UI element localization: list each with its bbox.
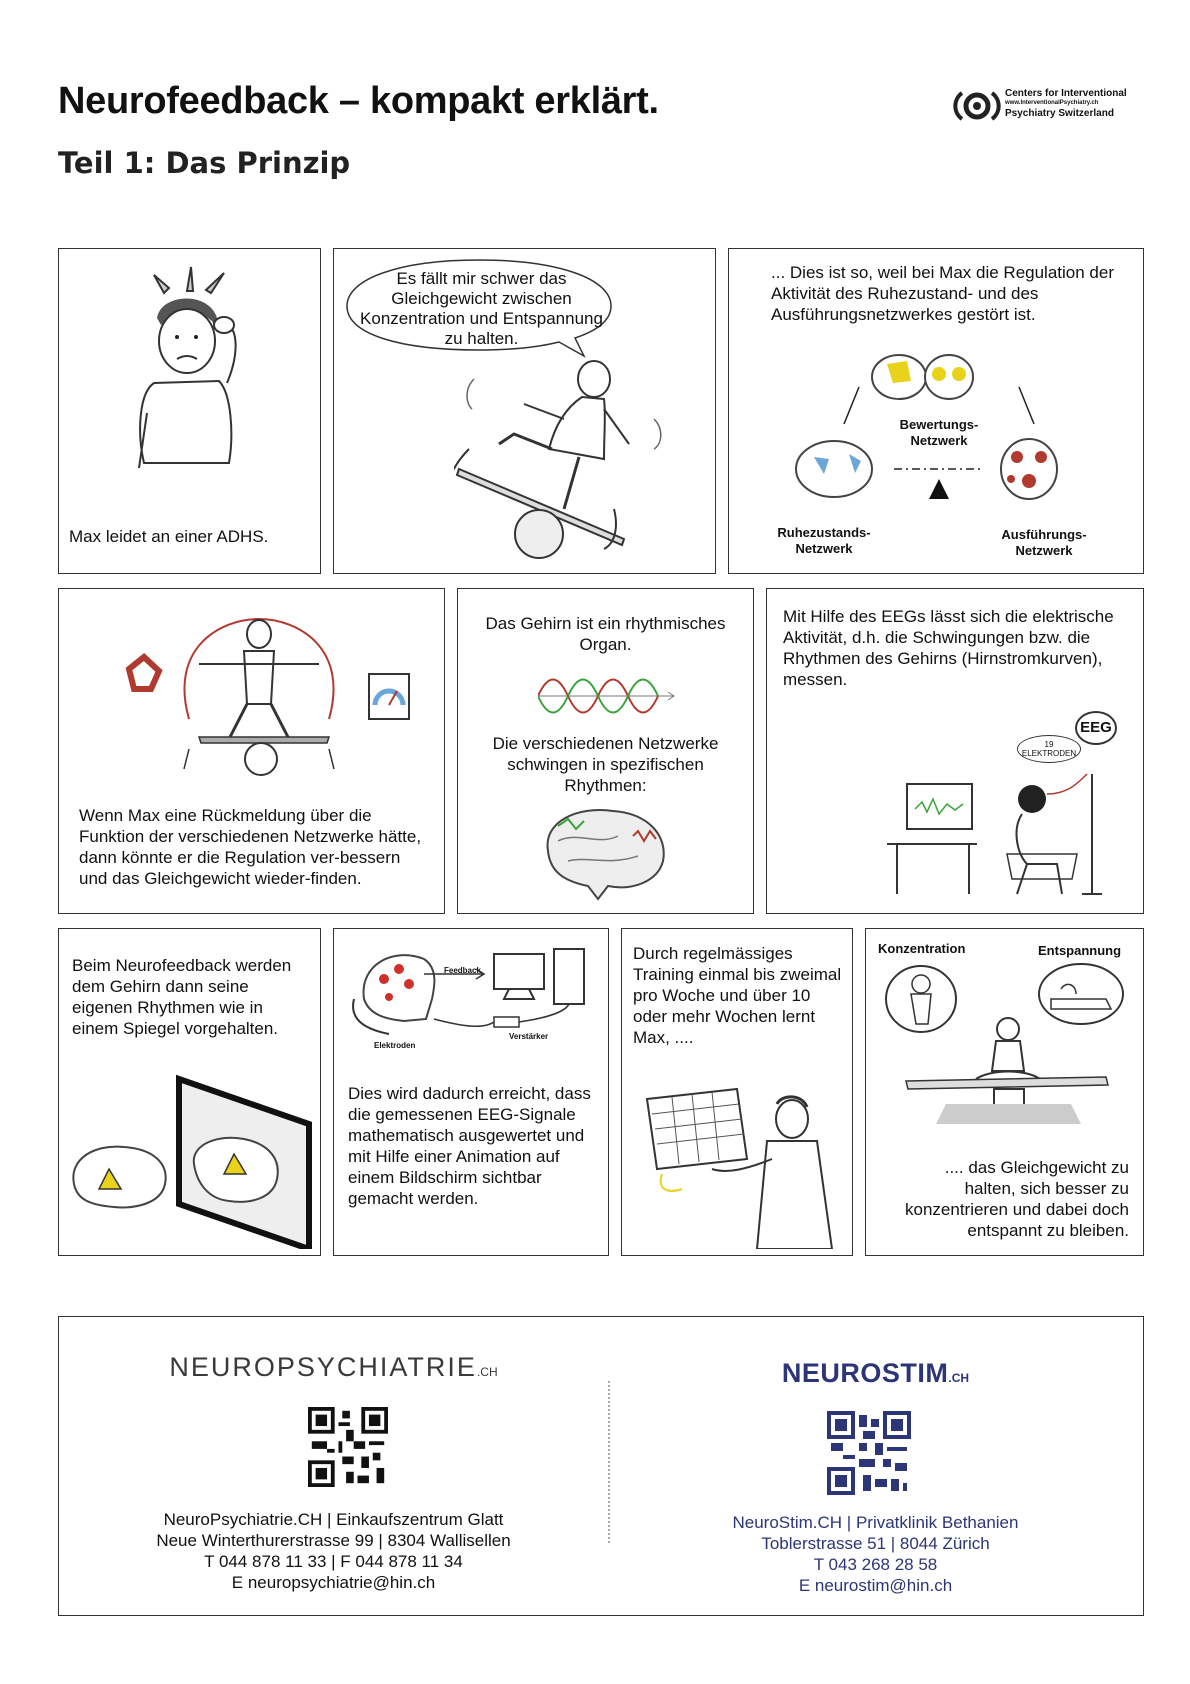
panel-balance xyxy=(333,248,716,574)
neuropsychiatrie-email[interactable]: E neuropsychiatrie@hin.ch xyxy=(231,1573,436,1592)
neurostim-email[interactable]: E neurostim@hin.ch xyxy=(798,1576,953,1595)
balancing-man-illustration xyxy=(454,349,714,569)
neurostim-address xyxy=(608,1512,1143,1596)
label-elektroden: Elektroden xyxy=(374,1041,416,1050)
eeg-bubble-label: EEG xyxy=(1075,711,1117,745)
neurostim-brand-name: NEUROSTIM xyxy=(781,1358,949,1388)
neurostim-line1: NeuroStim.CH | Privatklinik Bethanien xyxy=(732,1513,1019,1532)
rhythm-text-2: Die verschiedenen Netzwerke schwingen in spezifischen Rhythmen: xyxy=(492,734,719,795)
panel-adhs-caption: Max leidet an einer ADHS. xyxy=(69,527,269,546)
balance-feedback-illustration xyxy=(89,609,419,784)
meditation-balance-illustration xyxy=(876,959,1136,1129)
brain-rhythm-illustration xyxy=(538,801,678,901)
neuropsychiatrie-line2: Neue Winterthurerstrasse 99 | 8304 Wallisellen xyxy=(156,1531,511,1550)
label-ausfuehrungs-netzwerk: Ausführungs- Netzwerk xyxy=(1001,527,1087,558)
networks-explanation-text: ... Dies ist so, weil bei Max die Regulation der Aktivität des Ruhezustand- und des Ausführungsnetzwerkes gestört ist. xyxy=(771,263,1114,324)
confused-boy-illustration xyxy=(99,263,269,473)
calendar-doctor-illustration xyxy=(637,1079,847,1249)
setup-explanation-text: Dies wird dadurch erreicht, dass die gemessenen EEG-Signale mathematisch ausgewertet und mit Hilfe einer Animation auf einem Bildschirm sichtbar gemacht werden. xyxy=(348,1084,591,1208)
panel-outcome xyxy=(865,928,1144,1256)
training-text: Durch regelmässiges Training einmal bis zweimal pro Woche und über 10 oder mehr Wochen lernt Max, .... xyxy=(633,944,842,1047)
label-bewertungs-netzwerk: Bewertungs- Netzwerk xyxy=(899,417,979,448)
label-konzentration: Konzentration xyxy=(878,941,966,956)
neurostim-phone: T 043 268 28 58 xyxy=(813,1555,938,1574)
neurostim-line2: Toblerstrasse 51 | 8044 Zürich xyxy=(761,1534,990,1553)
label-verstaerker: Verstärker xyxy=(509,1032,549,1041)
logo-line2: www.InterventionalPsychiatry.ch xyxy=(1005,100,1099,106)
page-subtitle: Teil 1: Das Prinzip xyxy=(58,146,351,180)
neurostim-brand xyxy=(608,1358,1143,1389)
neuropsychiatrie-address xyxy=(59,1509,608,1593)
label-ruhezustands-netzwerk: Ruhezustands- Netzwerk xyxy=(777,525,871,556)
panel-setup xyxy=(333,928,609,1256)
label-entspannung: Entspannung xyxy=(1038,943,1122,958)
neuropsychiatrie-qr-code[interactable] xyxy=(308,1407,388,1487)
neuropsychiatrie-line1: NeuroPsychiatrie.CH | Einkaufszentrum Glatt xyxy=(163,1510,504,1529)
eeg-setup-illustration xyxy=(877,754,1127,904)
neurostim-qr-code[interactable] xyxy=(827,1411,911,1495)
balance-speech-text: Es fällt mir schwer das Gleichgewicht zwischen Konzentration und Entspannung zu halten. xyxy=(360,269,603,348)
logo-line3: Psychiatry Switzerland xyxy=(1005,108,1114,119)
neurostim-brand-suffix: .CH xyxy=(948,1371,970,1385)
outcome-text: .... das Gleichgewicht zu halten, sich besser zu konzentrieren und dabei doch entspannt zu bleiben. xyxy=(905,1158,1129,1240)
panel-rhythm xyxy=(457,588,754,914)
brain-mirror-illustration xyxy=(69,1059,314,1249)
eeg-explanation-text: Mit Hilfe des EEGs lässt sich die elektrische Aktivität, d.h. die Schwingungen bzw. die Rhythmen des Gehirns (Hirnstromkurven), messen. xyxy=(783,607,1114,689)
neuropsychiatrie-phone: T 044 878 11 33 | F 044 878 11 34 xyxy=(204,1552,463,1571)
page-title: Neurofeedback – kompakt erklärt. xyxy=(58,80,659,122)
mirror-text: Beim Neurofeedback werden dem Gehirn dann seine eigenen Rhythmen wie in einem Spiegel vorgehalten. xyxy=(72,956,292,1038)
logo-line1: Centers for Interventional xyxy=(1005,88,1127,99)
footer-contacts xyxy=(58,1316,1144,1616)
cip-logo xyxy=(952,86,1130,126)
panel-eeg xyxy=(766,588,1144,914)
rhythm-text-1: Das Gehirn ist ein rhythmisches Organ. xyxy=(485,614,726,654)
neuropsychiatrie-brand xyxy=(59,1352,608,1383)
neurofeedback-loop-diagram xyxy=(344,939,604,1049)
neuropsychiatrie-brand-name: NEUROPSYCHIATRIE xyxy=(169,1352,477,1382)
electrodes-bubble-label: 19 ELEKTRODEN xyxy=(1017,735,1081,763)
panel-feedback-idea xyxy=(58,588,445,914)
feedback-idea-text: Wenn Max eine Rückmeldung über die Funktion der verschiedenen Netzwerke hätte, dann könnte er die Regulation ver-bessern und das Gleichgewicht wieder-finden. xyxy=(79,806,422,888)
target-logo-icon xyxy=(952,88,1002,124)
panel-mirror xyxy=(58,928,321,1256)
panel-adhs xyxy=(58,248,321,574)
panel-training xyxy=(621,928,853,1256)
panel-networks xyxy=(728,248,1144,574)
label-feedback: Feedback xyxy=(444,966,481,975)
brainwave-signal-illustration xyxy=(538,674,678,719)
neuropsychiatrie-brand-suffix: .CH xyxy=(476,1365,498,1379)
